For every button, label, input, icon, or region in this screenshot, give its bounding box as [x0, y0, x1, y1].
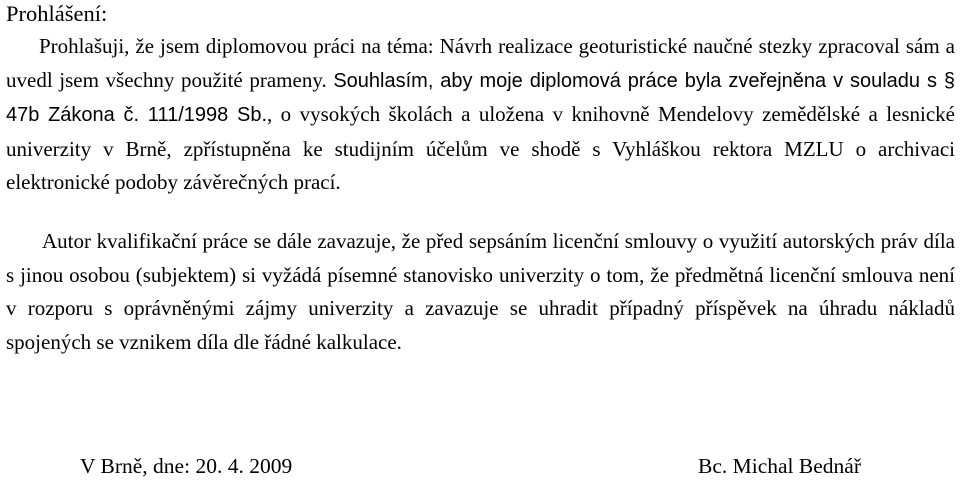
declaration-text-part-1: Prohlašuji, že jsem diplomovou práci na téma: Návrh realizace geoturistické naučné stezky zpracoval sám a uvedl jsem všechny použité prameny.	[6, 34, 955, 92]
declaration-paragraph-1	[6, 30, 955, 200]
declaration-heading: Prohlášení:	[6, 1, 108, 26]
declaration-text-part-3: , o vysokých školách a uložena v knihovně Mendelovy zemědělské a lesnické univerzity v Brně, zpřístupněna ke studijním účelům ve shodě s Vyhláškou rektora MZLU o archivaci elektronické podoby závěrečných prací.	[6, 102, 955, 194]
author-name: Bc. Michal Bednář	[698, 454, 861, 478]
consent-statement: Souhlasím, aby moje diplomová práce byla zveřejněna v souladu s § 47b Zákona č. 111/1998 Sb.	[6, 69, 955, 126]
declaration-paragraph-2: Autor kvalifikační práce se dále zavazuje, že před sepsáním licenční smlouvy o využití autorských práv díla s jinou osobou (subjektem) si vyžádá písemné stanovisko univerzity o tom, že předmětná licenční smlouva není v rozporu s oprávněnými zájmy univerzity a zavazuje se uhradit případný příspěvek na úhradu nákladů spojených se vznikem díla dle řádné kalkulace.	[6, 229, 955, 354]
place-and-date: V Brně, dne: 20. 4. 2009	[80, 454, 293, 478]
